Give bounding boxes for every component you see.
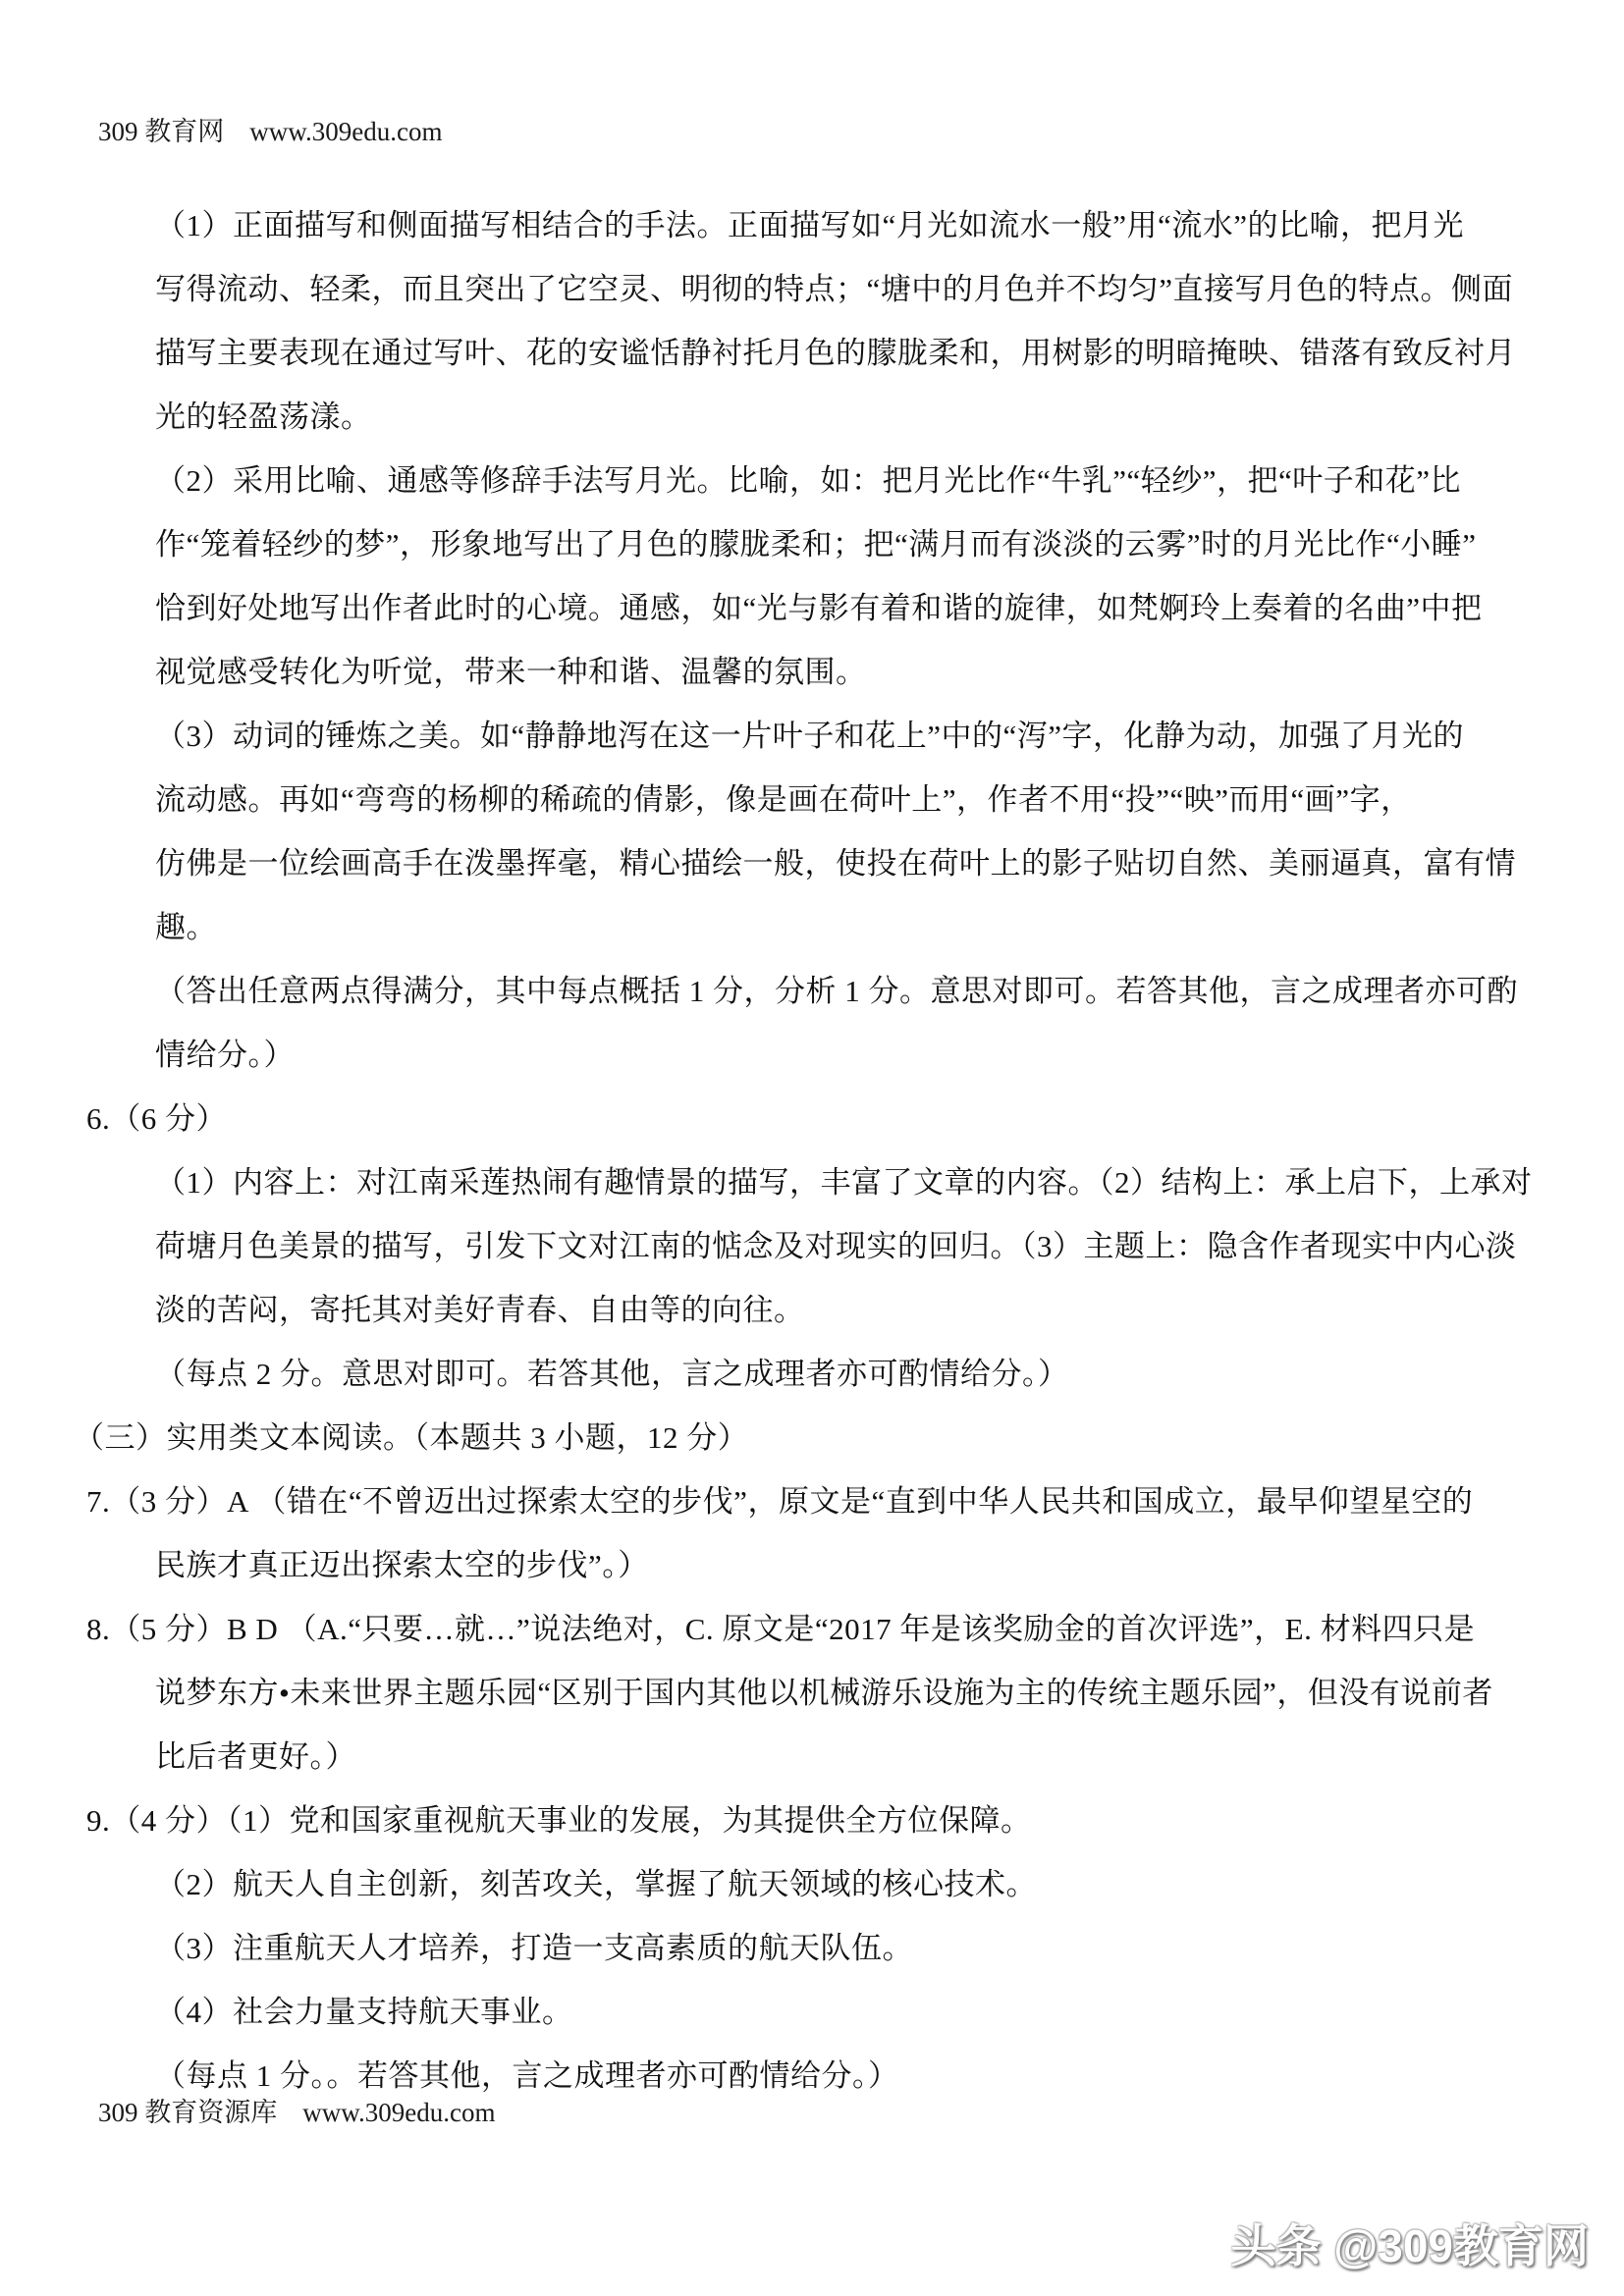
- text-line: 情给分。）: [155, 1038, 295, 1072]
- text-line: 视觉感受转化为听觉，带来一种和谐、温馨的氛围。: [155, 655, 867, 689]
- question-7-line: 7.（3 分）A （错在“不曾迈出过探索太空的步伐”，原文是“直到中华人民共和国成立，最早仰望星空的: [86, 1484, 1474, 1519]
- question-6-line: 6.（6 分）: [86, 1101, 227, 1136]
- text-line: 比后者更好。）: [155, 1739, 356, 1774]
- text-line: （4）社会力量支持航天事业。: [155, 1995, 573, 2029]
- text-line: （1）正面描写和侧面描写相结合的手法。正面描写如“月光如流水一般”用“流水”的比喻，把月光: [155, 208, 1465, 242]
- text-line: 描写主要表现在通过写叶、花的安谧恬静衬托月色的朦胧柔和，用树影的明暗掩映、错落有致反衬月: [155, 336, 1516, 370]
- text-line: 光的轻盈荡漾。: [155, 400, 372, 434]
- text-line: （3）注重航天人才培养，打造一支高素质的航天队伍。: [155, 1931, 913, 1965]
- section-heading: （三）实用类文本阅读。（本题共 3 小题，12 分）: [74, 1420, 749, 1455]
- text-line: 民族才真正迈出探索太空的步伐”。）: [155, 1548, 649, 1582]
- header-url: www.309edu.com: [249, 117, 443, 146]
- text-line: 流动感。再如“弯弯的杨柳的稀疏的倩影，像是画在荷叶上”，作者不用“投”“映”而用“画”字，: [155, 782, 1412, 817]
- text-line: 作“笼着轻纱的梦”，形象地写出了月色的朦胧柔和；把“满月而有淡淡的云雾”时的月光比作“小睡”: [155, 527, 1477, 561]
- text-line: （3）动词的锤炼之美。如“静静地泻在这一片叶子和花上”中的“泻”字，化静为动，加强了月光的: [155, 719, 1465, 753]
- text-line: （每点 2 分。意思对即可。若答其他，言之成理者亦可酌情给分。）: [155, 1357, 1069, 1391]
- text-line: 趣。: [155, 910, 217, 944]
- text-line: （2）航天人自主创新，刻苦攻关，掌握了航天领域的核心技术。: [155, 1867, 1037, 1901]
- text-line: （2）采用比喻、通感等修辞手法写月光。比喻，如：把月光比作“牛乳”“轻纱”，把“叶子和花”比: [155, 463, 1462, 498]
- text-line: 恰到好处地写出作者此时的心境。通感，如“光与影有着和谐的旋律，如梵婀玲上奏着的名曲”中把: [155, 591, 1483, 625]
- text-line: 说梦东方•未来世界主题乐园“区别于国内其他以机械游乐设施为主的传统主题乐园”，但没有说前者: [155, 1676, 1493, 1710]
- page-header: [98, 110, 442, 148]
- header-brand: 309 教育网: [98, 117, 225, 146]
- footer-brand: 309 教育资源库: [98, 2098, 278, 2127]
- question-8-line: 8.（5 分）B D （A.“只要…就…”说法绝对，C. 原文是“2017 年是该奖励金的首次评选”，E. 材料四只是: [86, 1612, 1476, 1646]
- page-footer: [98, 2091, 495, 2129]
- text-line: 淡的苦闷，寄托其对美好青春、自由等的向往。: [155, 1293, 805, 1327]
- question-9-line: 9.（4 分）（1）党和国家重视航天事业的发展，为其提供全方位保障。: [86, 1803, 1032, 1838]
- watermark: 头条 @309教育网: [1230, 2220, 1589, 2271]
- text-line: （1）内容上：对江南采莲热闹有趣情景的描写，丰富了文章的内容。（2）结构上：承上启下，上承对: [155, 1165, 1533, 1200]
- text-line: 写得流动、轻柔，而且突出了它空灵、明彻的特点；“塘中的月色并不均匀”直接写月色的特点。侧面: [155, 272, 1514, 306]
- text-line: 荷塘月色美景的描写，引发下文对江南的惦念及对现实的回归。（3）主题上：隐含作者现实中内心淡: [155, 1229, 1517, 1263]
- text-line: 仿佛是一位绘画高手在泼墨挥毫，精心描绘一般，使投在荷叶上的影子贴切自然、美丽逼真，富有情: [155, 846, 1516, 881]
- footer-url: www.309edu.com: [302, 2098, 496, 2127]
- text-line: （答出任意两点得满分，其中每点概括 1 分，分析 1 分。意思对即可。若答其他，言之成理者亦可酌: [155, 974, 1518, 1008]
- text-line: （每点 1 分。。若答其他，言之成理者亦可酌情给分。）: [155, 2058, 899, 2093]
- answer-content: [0, 193, 1624, 2108]
